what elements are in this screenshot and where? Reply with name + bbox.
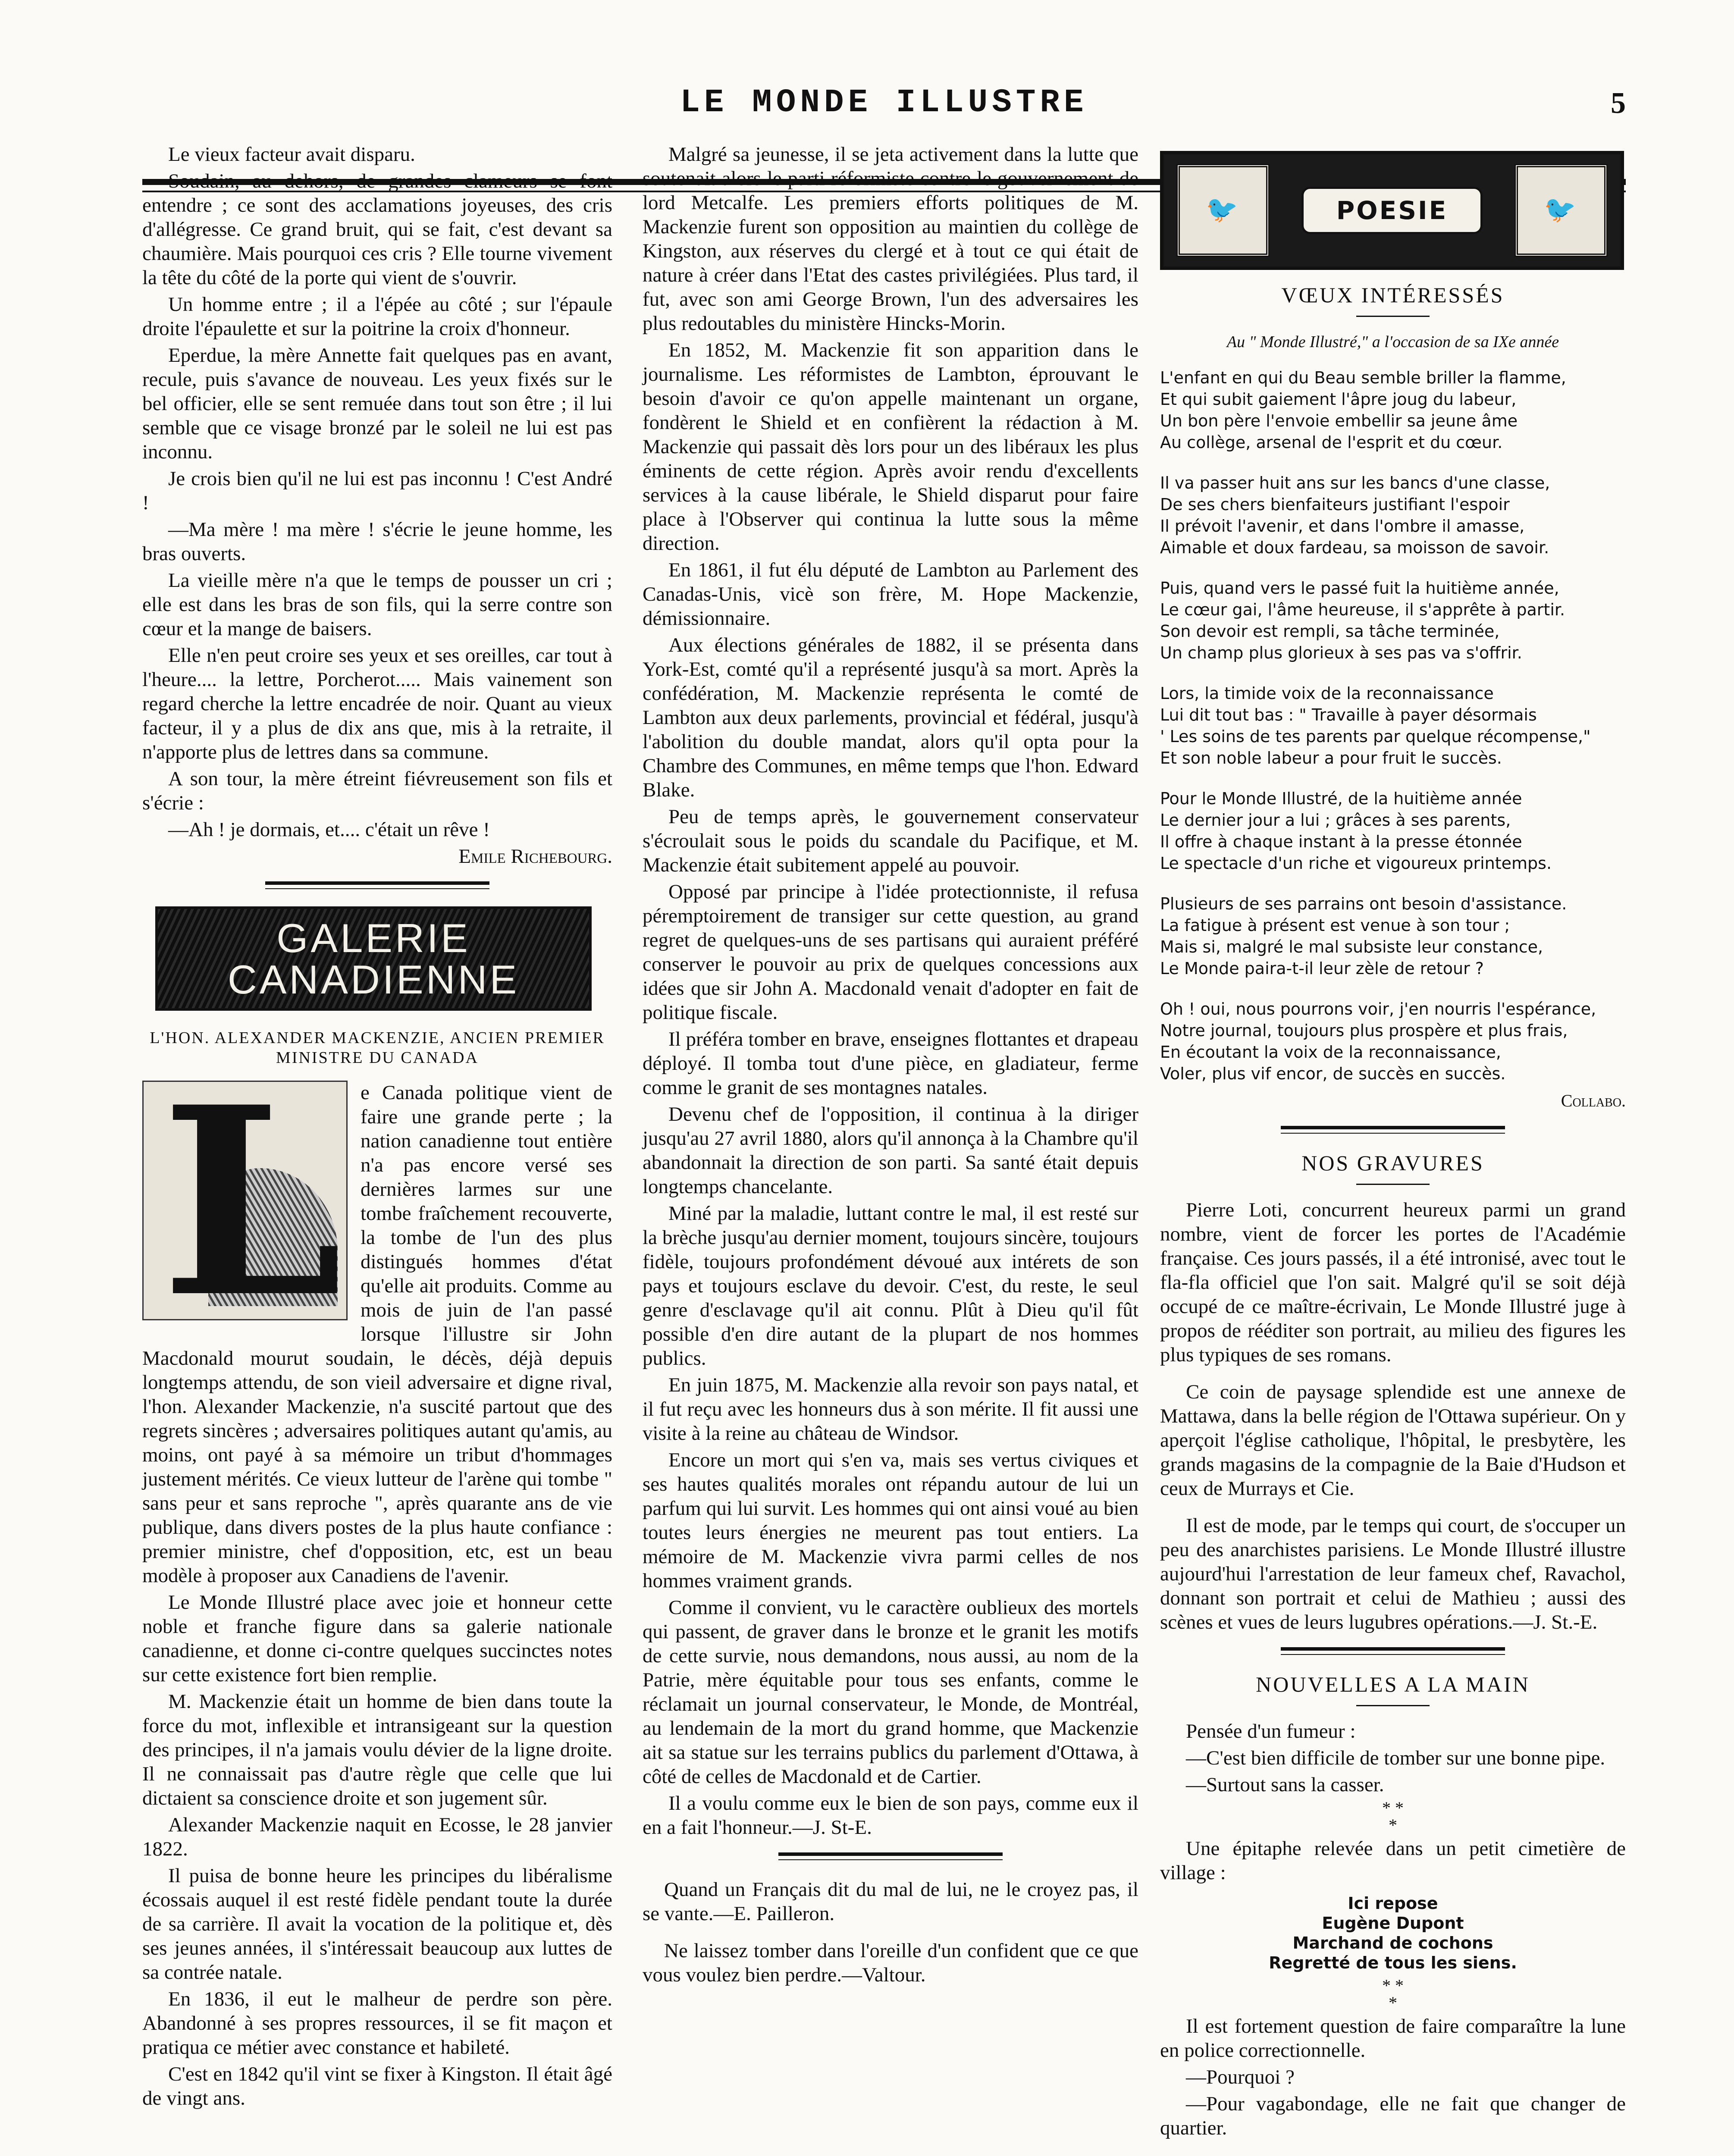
poem-title: VŒUX INTÉRESSÉS: [1281, 283, 1505, 307]
poem: [1160, 367, 1626, 1084]
mackenzie-article: [142, 1081, 612, 2110]
paragraph: e Canada politique vient de faire une grande perte ; la nation canadienne tout entière n'a pas encore versé ses dernières larmes sur une tombe fraîchement recouverte, la tombe de l'un des plus distingués hommes d'état qu'elle ait produits. Comme au mois de juin de l'an passé lorsque l'illustre sir John Macdonald mourut soudain, le décès, déjà depuis longtemps attendu, de son vieil adversaire et digne rival, l'hon. Alexander Mackenzie, n'a suscité partout que des regrets sincères ; adversaires politiques autant qu'amis, au moins, ont payé à sa mémoire un tribut d'hommages justement mérités. Ce vieux lutteur de l'arène qui tombe " sans peur et sans reproche ", après quarante ans de vie publique, dans divers postes de la plus haute confiance : premier ministre, chef d'opposition, etc, est un beau modèle à proposer aux Canadiens de l'avenir.: [142, 1081, 612, 1587]
paragraph: Je crois bien qu'il ne lui est pas inconnu ! C'est André !: [142, 467, 612, 514]
verse: Il prévoit l'avenir, et dans l'ombre il amasse,: [1160, 517, 1525, 536]
paragraph: Elle n'en peut croire ses yeux et ses oreilles, car tout à l'heure.... la lettre, Porcherot..... Mais vainement son regard cherche la lettre encadrée de noir. Quant au vieux facteur, il y a plus de dix ans que, mis à la retraite, il n'apporte plus de lettres dans sa commune.: [142, 644, 612, 763]
column-1: [142, 142, 612, 2113]
section-divider: [265, 881, 489, 889]
paragraph: La vieille mère n'a que le temps de pousser un cri ; elle est dans les bras de son fils, qui la serre contre son cœur et la mange de baisers.: [142, 569, 612, 640]
story-signature: Emile Richebourg.: [458, 845, 612, 868]
verse: Oh ! oui, nous pourrons voir, j'en nourris l'espérance,: [1160, 1000, 1596, 1018]
poem-signature: Collabo.: [1561, 1091, 1626, 1110]
column-2: [643, 142, 1138, 1990]
asterism: * * *: [1382, 1976, 1404, 2012]
section-divider: [1281, 1647, 1505, 1655]
paragraph: Ce coin de paysage splendide est une annexe de Mattawa, dans la belle région de l'Ottawa supérieur. On y aperçoit l'église catholique, l'hôpital, le presbytère, les grands magasins de la compagnie de la Baie d'Hudson et ceux de Murrays et Cie.: [1160, 1381, 1626, 1500]
verse: Le dernier jour a lui ; grâces à ses parents,: [1160, 811, 1511, 830]
paragraph: Il est de mode, par le temps qui court, de s'occuper un peu des anarchistes parisiens. Le Monde Illustré illustre aujourd'hui l'arrestation de leur fameux chef, Ravachol, donnant son portrait et celui de Mathieu ; aussi des scènes et vues de leurs lugubres opérations.—J. St.-E.: [1160, 1514, 1626, 1633]
verse: En écoutant la voix de la reconnaissance,: [1160, 1043, 1501, 1062]
paragraph: En juin 1875, M. Mackenzie alla revoir son pays natal, et il fut reçu avec les honneurs dus à son mérite. Il fit aussi une visite à la reine au château de Windsor.: [643, 1374, 1138, 1445]
paragraph: Encore un mort qui s'en va, mais ses vertus civiques et ses hautes qualités morales ont répandu autour de lui un parfum qui lui survit. Les hommes qui ont ainsi voué au bien toutes leurs énergies ne meurent pas tout entiers. La mémoire de M. Mackenzie vivra parmi celles de nos hommes vraiment grands.: [643, 1449, 1138, 1592]
verse: Lui dit tout bas : " Travaille à payer désormais: [1160, 705, 1537, 724]
poesie-label: POESIE: [1301, 187, 1483, 234]
page-number: 5: [1611, 87, 1626, 120]
stanza: [1160, 788, 1626, 874]
paragraph: —Ah ! je dormais, et.... c'était un rêve !: [168, 818, 490, 841]
gravures-title: NOS GRAVURES: [1301, 1151, 1484, 1175]
verse: Au collège, arsenal de l'esprit et du cœur.: [1160, 433, 1503, 452]
paragraph: —Pourquoi ?: [1186, 2066, 1295, 2088]
verse: L'enfant en qui du Beau semble briller la flamme,: [1160, 368, 1566, 387]
verse: Voler, plus vif encor, de succès en succès.: [1160, 1064, 1506, 1083]
verse: Il offre à chaque instant à la presse étonnée: [1160, 832, 1522, 851]
paragraph: Pierre Loti, concurrent heureux parmi un grand nombre, vient de forcer les portes de l'Académie française. Ces jours passés, il a été intronisé, avec tout le fla-fla officiel que l'on sait. Malgré qu'il se soit déjà occupé de ce maître-écrivain, Le Monde Illustré juge à propos de rééditer son portrait, au milieu des figures les plus typiques de ses romans.: [1160, 1199, 1626, 1366]
epitaph-line: Eugène Dupont: [1322, 1914, 1464, 1933]
paragraph: Un homme entre ; il a l'épée au côté ; sur l'épaule droite l'épaulette et sur la poitrine la croix d'honneur.: [142, 293, 612, 340]
paragraph: En 1861, il fut élu député de Lambton au Parlement des Canadas-Unis, vicè son frère, M. Hope Mackenzie, démissionnaire.: [643, 559, 1138, 630]
paragraph: En 1852, M. Mackenzie fit son apparition dans le journalisme. Les réformistes de Lambton, éprouvant le besoin d'avoir ce qu'on appelle maintenant un organe, fondèrent le Shield et en confièrent la rédaction à M. Mackenzie qui passait dès lors pour un des libéraux les plus éminents de cette région. Après avoir rendu d'excellents services à la cause libérale, le Shield disparut pour faire place à l'Observer qui continua la lutte sous la même direction.: [643, 339, 1138, 555]
bird-frame-right: [1515, 164, 1608, 257]
paragraph: Miné par la maladie, luttant contre le mal, il est resté sur la brèche jusqu'au dernier moment, toujours sincère, toujours fidèle, toujours profondément dévoué aux intérets de son pays et toujours esclave du devoir. C'est, du reste, le seul genre d'esclavage qu'il ait connu. Plût à Dieu qu'il fût possible d'en dire autant de la plupart de nos hommes publics.: [643, 1202, 1138, 1369]
paragraph: Malgré sa jeunesse, il se jeta activement dans la lutte que soutenait alors le parti réformiste contre le gouvernement de lord Metcalfe. Les premiers efforts politiques de M. Mackenzie furent son opposition au maintien du collège de Kingston, aux réserves du clergé et à tout ce qui était de nature à créer dans l'Etat des castes privilégiées. Plus tard, il fut, avec son ami George Brown, l'un des adversaires les plus redoutables du ministère Hincks-Morin.: [643, 143, 1138, 335]
verse: Un champ plus glorieux à ses pas va s'offrir.: [1160, 643, 1522, 662]
verse: Le Monde paira-t-il leur zèle de retour ?: [1160, 959, 1484, 978]
verse: De ses chers bienfaiteurs justifiant l'espoir: [1160, 495, 1510, 514]
quote-valtour: Ne laissez tomber dans l'oreille d'un confident que ce que vous voulez bien perdre.—Valtour.: [643, 1940, 1138, 1986]
paragraph: —C'est bien difficile de tomber sur une bonne pipe.: [1186, 1747, 1605, 1769]
paragraph: Alexander Mackenzie naquit en Ecosse, le 28 janvier 1822.: [142, 1814, 612, 1860]
stanza: [1160, 367, 1626, 453]
paragraph: Pensée d'un fumeur :: [1186, 1720, 1356, 1742]
paragraph: Il préféra tomber en brave, enseignes flottantes et drapeau déployé. Il tomba tout d'une pièce, en gladiateur, ferme comme le granit de ses montagnes natales.: [643, 1028, 1138, 1099]
nouvelles-title: NOUVELLES A LA MAIN: [1256, 1672, 1530, 1696]
stanza: [1160, 577, 1626, 664]
paragraph: Il est fortement question de faire comparaître la lune en police correctionnelle.: [1160, 2015, 1626, 2062]
verse: La fatigue à présent est venue à son tour ;: [1160, 916, 1510, 935]
paragraph: Comme il convient, vu le caractère oublieux des mortels qui passent, de graver dans le bronze et le granit les motifs de cette survie, nous demandons, nous aussi, au nom de la Patrie, mère équitable pour tous ses enfants, comme le réclamait un journal conservateur, le Monde, de Montréal, au lendemain de la mort du grand homme, que Mackenzie ait sa statue sur les terrains publics du parlement d'Ottawa, à côté de celles de Macdonald et de Cartier.: [643, 1596, 1138, 1788]
paragraph: Le Monde Illustré place avec joie et honneur cette noble et franche figure dans sa galerie nationale canadienne, et donne ci-contre quelques succinctes notes sur cette existence fort bien remplie.: [142, 1591, 612, 1686]
paragraph: —Surtout sans la casser.: [1186, 1774, 1384, 1796]
verse: Plusieurs de ses parrains ont besoin d'assistance.: [1160, 894, 1567, 913]
title-rule: [1356, 1184, 1430, 1185]
verse: Mais si, malgré le mal subsiste leur constance,: [1160, 937, 1543, 956]
title-rule: [1356, 1705, 1430, 1706]
stanza: [1160, 472, 1626, 558]
drop-cap-illustration: [142, 1081, 348, 1320]
banner-line-2: CANADIENNE: [227, 957, 520, 1002]
page-header: [142, 65, 1626, 138]
verse: Lors, la timide voix de la reconnaissance: [1160, 684, 1494, 703]
paragraph: Opposé par principe à l'idée protectionniste, il refusa péremptoirement de transiger sur cette question, au grand regret de quelques-uns de ses partisans qui auraient préféré conserver le pouvoir au prix de quelques concessions aux idées que sir John A. Macdonald venait d'adopter en fait de politique fiscale.: [643, 881, 1138, 1024]
epitaph-line: Regretté de tous les siens.: [1269, 1953, 1517, 1972]
drop-cap-letter: L: [161, 1081, 343, 1320]
poem-dedication: Au " Monde Illustré," a l'occasion de sa IXe année: [1226, 333, 1559, 351]
column-3: [1160, 142, 1626, 2143]
verse: Le spectacle d'un riche et vigoureux printemps.: [1160, 854, 1552, 873]
verse: Puis, quand vers le passé fuit la huitième année,: [1160, 579, 1559, 598]
poesie-banner: [1160, 151, 1624, 270]
section-divider: [778, 1852, 1003, 1860]
paragraph: Devenu chef de l'opposition, il continua à la diriger jusqu'au 27 avril 1880, alors qu'il annonça à la Chambre qu'il abandonnait la direction de son parti. Sa santé était depuis longtemps chancelante.: [643, 1103, 1138, 1198]
verse: Le cœur gai, l'âme heureuse, il s'apprête à partir.: [1160, 600, 1565, 619]
paragraph: C'est en 1842 qu'il vint se fixer à Kingston. Il était âgé de vingt ans.: [142, 2063, 612, 2109]
bird-icon: 🐦: [1544, 195, 1576, 224]
verse: Aimable et doux fardeau, sa moisson de savoir.: [1160, 538, 1549, 557]
verse: ' Les soins de tes parents par quelque récompense,": [1160, 727, 1591, 746]
quotes: [643, 1877, 1138, 1987]
verse: Il va passer huit ans sur les bancs d'une classe,: [1160, 473, 1550, 492]
paragraph: M. Mackenzie était un homme de bien dans toute la force du mot, inflexible et intransigeant sur la question des principes, il n'a jamais voulu dévier de la ligne droite. Il ne connaissait pas d'autre règle que celle que lui dictaient sa conscience droite et son jugement sûr.: [142, 1690, 612, 1809]
masthead-title: LE MONDE ILLUSTRE: [680, 84, 1088, 121]
verse: Un bon père l'envoie embellir sa jeune âme: [1160, 411, 1518, 430]
paragraph: Eperdue, la mère Annette fait quelques pas en avant, recule, puis s'avance de nouveau. Les yeux fixés sur le bel officier, elle se sent remuée dans tout son être ; il lui semble que ce visage bronzé par le soleil ne lui est pas inconnu.: [142, 344, 612, 463]
banner-line-1: GALERIE: [276, 915, 470, 961]
paragraph: Aux élections générales de 1882, il se présenta dans York-Est, comté qu'il a représenté jusqu'à sa mort. Après la confédération, M. Mackenzie représenta le comté de Lambton aux deux parlements, provincial et fédéral, jusqu'à l'abolition du double mandat, alors qu'il opta pour la Chambre des Communes, en même temps que l'hon. Edward Blake.: [643, 634, 1138, 801]
paragraph: —Pour vagabondage, elle ne fait que changer de quartier.: [1160, 2093, 1626, 2139]
paragraph: En 1836, il eut le malheur de perdre son père. Abandonné à ses propres ressources, il se fit maçon et pratiqua ce métier avec constance et habileté.: [142, 1988, 612, 2059]
verse: Pour le Monde Illustré, de la huitième année: [1160, 789, 1522, 808]
paragraph: —Ma mère ! ma mère ! s'écrie le jeune homme, les bras ouverts.: [142, 518, 612, 565]
quote-pailleron: Quand un Français dit du mal de lui, ne le croyez pas, il se vante.—E. Pailleron.: [643, 1878, 1138, 1925]
paragraph: Peu de temps après, le gouvernement conservateur s'écroulait sous le poids du scandale du Pacifique, et M. Mackenzie était subitement appelé au pouvoir.: [643, 805, 1138, 876]
epitaph-line: Ici repose: [1348, 1894, 1438, 1913]
epitaph: [1160, 1893, 1626, 1973]
verse: Son devoir est rempli, sa tâche terminée,: [1160, 622, 1500, 641]
bird-frame-left: [1176, 164, 1270, 257]
stanza: [1160, 998, 1626, 1084]
verse: Notre journal, toujours plus prospère et plus frais,: [1160, 1021, 1568, 1040]
story-ending: [142, 142, 612, 868]
paragraph: A son tour, la mère étreint fiévreusement son fils et s'écrie :: [142, 768, 612, 814]
asterism: * * *: [1382, 1798, 1404, 1835]
paragraph: Le vieux facteur avait disparu.: [168, 143, 415, 166]
paragraph: Une épitaphe relevée dans un petit cimetière de village :: [1160, 1837, 1626, 1884]
section-divider: [1281, 1126, 1505, 1134]
paragraph: Soudain, au dehors, de grandes clameurs se font entendre ; ce sont des acclamations joyeuses, des cris d'allégresse. Ce grand bruit, qui se fait, c'est devant sa chaumière. Mais pourquoi ces cris ? Elle tourne vivement la tête du côté de la porte qui vient de s'ouvrir.: [142, 170, 612, 289]
banner-text: [175, 915, 572, 1002]
stanza: [1160, 683, 1626, 769]
verse: Et qui subit gaiement l'âpre joug du labeur,: [1160, 390, 1517, 409]
galerie-canadienne-banner: [155, 906, 592, 1011]
stanza: [1160, 893, 1626, 979]
paragraph: Il puisa de bonne heure les principes du libéralisme écossais auquel il est resté fidèle pendant toute la durée de sa carrière. Il avait la vocation de la politique et, dès ses jeunes années, il s'intéressait beaucoup aux luttes de sa contrée natale.: [142, 1865, 612, 1984]
verse: Et son noble labeur a pour fruit le succès.: [1160, 749, 1502, 768]
article-caption: L'HON. ALEXANDER MACKENZIE, ANCIEN PREMIER MINISTRE DU CANADA: [150, 1029, 605, 1067]
paragraph: Il a voulu comme eux le bien de son pays, comme eux il en a fait l'honneur.—J. St-E.: [643, 1792, 1138, 1839]
title-rule: [1356, 316, 1430, 317]
bird-icon: 🐦: [1206, 195, 1238, 224]
epitaph-line: Marchand de cochons: [1292, 1934, 1493, 1952]
